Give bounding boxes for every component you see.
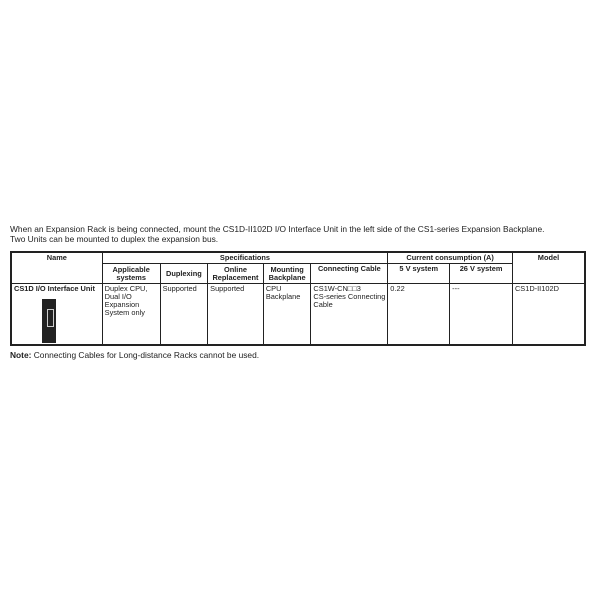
- header-5v: 5 V system: [388, 264, 450, 284]
- io-interface-unit-image: [42, 299, 56, 343]
- cell-online: Supported: [208, 284, 264, 346]
- header-duplexing: Duplexing: [160, 264, 208, 284]
- intro-line-2: Two Units can be mounted to duplex the expansion bus.: [10, 234, 219, 244]
- cell-applicable: Duplex CPU, Dual I/O Expansion System only: [102, 284, 160, 346]
- intro-text: [10, 224, 600, 244]
- table-row: [11, 284, 585, 346]
- cell-5v: 0.22: [388, 284, 450, 346]
- header-current: Current consumption (A): [388, 252, 513, 264]
- note: [10, 350, 259, 360]
- cell-duplexing: Supported: [160, 284, 208, 346]
- cable-desc: CS-series Connecting Cable: [313, 292, 386, 309]
- intro-line-1: When an Expansion Rack is being connected, mount the CS1D-II102D I/O Interface Unit in the left side of the CS1-series Expansion Backplane.: [10, 224, 545, 234]
- cell-mounting: CPU Backplane: [263, 284, 311, 346]
- cable-model: CS1W-CN□□3: [313, 284, 361, 293]
- header-mounting: Mounting Backplane: [263, 264, 311, 284]
- header-cable: Connecting Cable: [311, 264, 388, 284]
- header-name: Name: [11, 252, 102, 284]
- cell-cable: [311, 284, 388, 346]
- header-model: Model: [512, 252, 585, 284]
- header-online: Online Replacement: [208, 264, 264, 284]
- spec-table: [10, 251, 586, 346]
- note-text: Connecting Cables for Long-distance Racks cannot be used.: [31, 350, 260, 360]
- unit-name: CS1D I/O Interface Unit: [14, 284, 95, 293]
- header-specifications: Specifications: [102, 252, 388, 264]
- header-26v: 26 V system: [450, 264, 513, 284]
- cell-26v: ---: [450, 284, 513, 346]
- header-applicable: Applicable systems: [102, 264, 160, 284]
- cell-name: [11, 284, 102, 346]
- note-label: Note:: [10, 350, 32, 360]
- cell-model: CS1D-II102D: [512, 284, 585, 346]
